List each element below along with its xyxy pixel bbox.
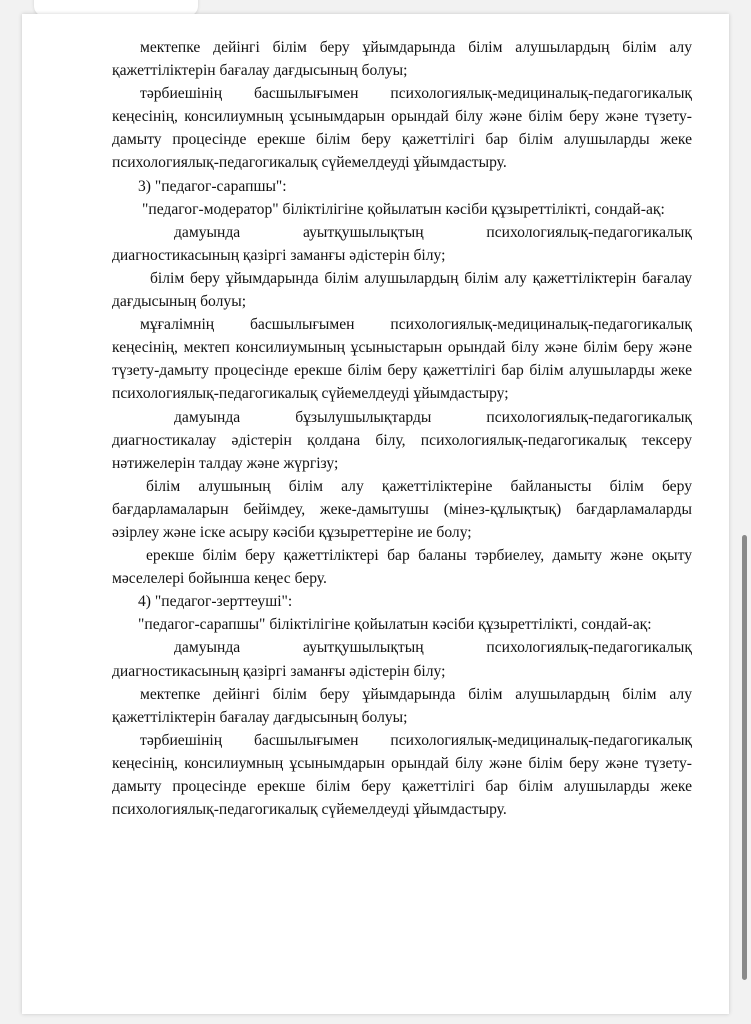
section-heading: 4) "педагог-зерттеуші": xyxy=(138,593,293,611)
paragraph: тәрбиешінің басшылығымен психологиялық-медициналық-педагогикалық кеңесінің, консилиумның ұсынымдарын орындай білу және білім беру және түзету-дамыту процесінде ерекше білім беру қажеттілігі бар білім алушыларды жеке психологиялық-педагогикалық сүйемелдеуді ұйымдастыру. xyxy=(112,731,692,819)
paragraph: дамуында бұзылушылықтарды психологиялық-педагогикалық диагностикалау әдістерін қолдана білу, психологиялық-педагогикалық тексеру нәтижелерін талдау және жүргізу; xyxy=(112,408,692,472)
page-text xyxy=(112,36,692,821)
paragraph: "педагог-сарапшы" біліктілігіне қойылатын кәсіби құзыреттілікті, сондай-ақ: xyxy=(138,616,652,634)
paragraph: "педагог-модератор" біліктілігіне қойылатын кәсіби құзыреттілікті, сондай-ақ: xyxy=(142,200,665,218)
paragraph: дамуында ауытқушылықтың психологиялық-педагогикалық диагностикасының қазіргі заманғы әдістерін білу; xyxy=(112,639,692,680)
paragraph: білім беру ұйымдарында білім алушылардың білім алу қажеттіліктерін бағалау дағдысының болуы; xyxy=(112,269,692,311)
paragraph: тәрбиешінің басшылығымен психологиялық-медициналық-педагогикалық кеңесінің, консилиумның ұсынымдарын орындай білу және білім беру және түзету-дамыту процесінде ерекше білім беру қажеттілігі бар білім алушыларды жеке психологиялық-педагогикалық сүйемелдеуді ұйымдастыру. xyxy=(112,85,692,172)
paragraph: білім алушының білім алу қажеттіліктеріне байланысты білім беру бағдарламаларын бейімдеу, жеке-дамытушы (мінез-құлықтық) бағдарламаларды әзірлеу және іске асыру кәсіби құзыреттеріне ие болу; xyxy=(112,477,692,541)
section-heading: 3) "педагог-сарапшы": xyxy=(138,177,287,195)
paragraph: дамуында ауытқушылықтың психологиялық-педагогикалық диагностикасының қазіргі заманғы әдістерін білу; xyxy=(112,223,692,264)
paragraph: мұғалімнің басшылығымен психологиялық-медициналық-педагогикалық кеңесінің, мектеп консилиумының ұсыныстарын орындай білу және білім беру және түзету-дамыту процесінде ерекше білім беру қажеттілігі бар білім алушыларды жеке психологиялық-педагогикалық сүйемелдеуді ұйымдастыру; xyxy=(112,316,692,403)
document-page xyxy=(22,14,729,1014)
paragraph: мектепке дейінгі білім беру ұйымдарында білім алушылардың білім алу қажеттіліктерін бағалау дағдысының болуы; xyxy=(112,685,692,726)
paragraph: мектепке дейінгі білім беру ұйымдарында білім алушылардың білім алу қажеттіліктерін бағалау дағдысының болуы; xyxy=(112,39,692,80)
vertical-scrollbar[interactable] xyxy=(742,535,747,980)
paragraph: ерекше білім беру қажеттіліктері бар баланы тәрбиелеу, дамыту және оқыту мәселелері бойынша кеңес беру. xyxy=(112,547,692,588)
